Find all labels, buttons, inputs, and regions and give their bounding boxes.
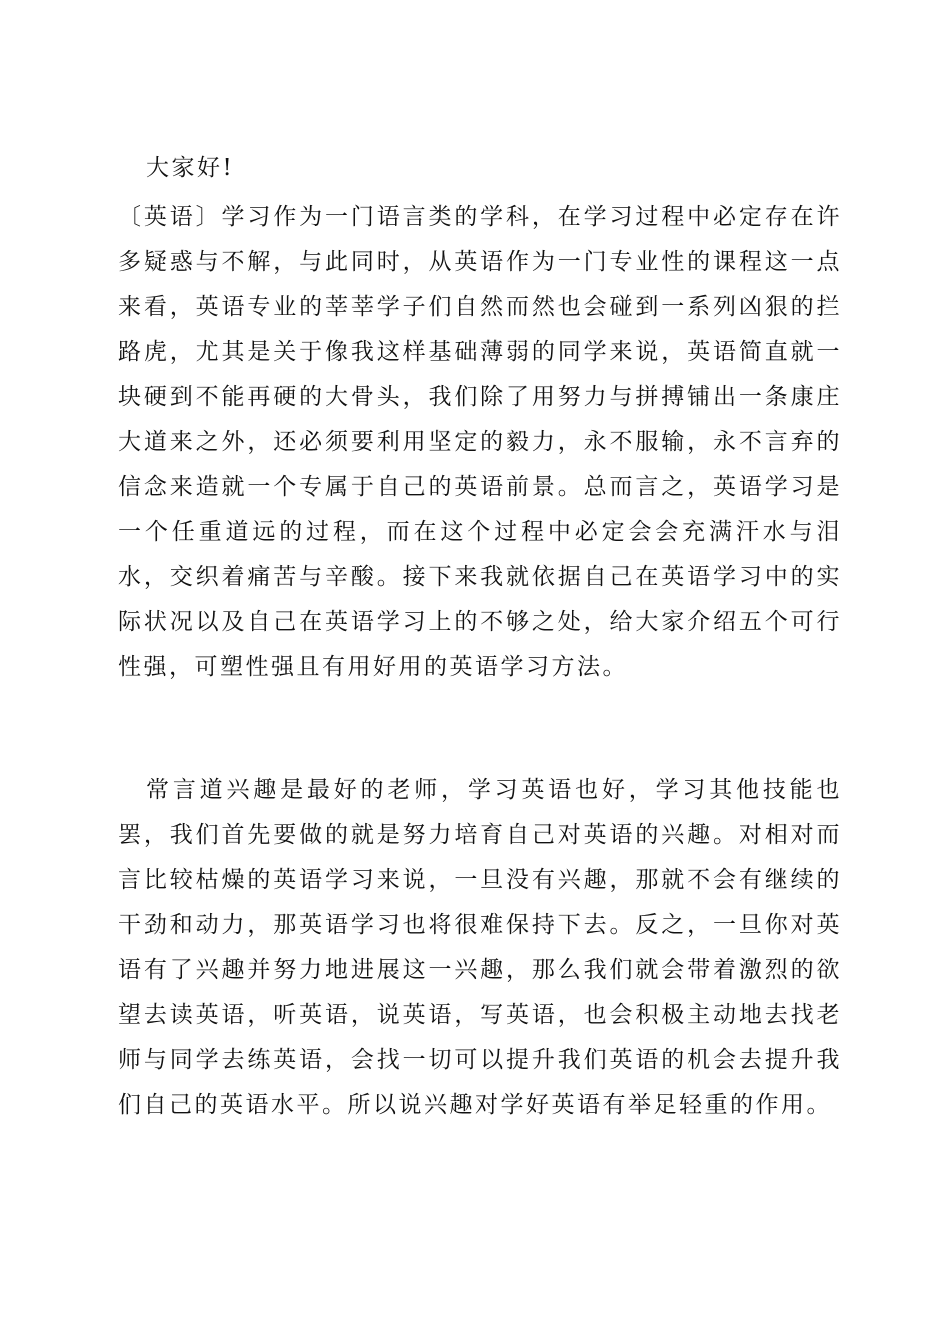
paragraph-1-text: 〔英语〕学习作为一门语言类的学科，在学习过程中必定存在许多疑惑与不解，与此同时，从英语作为一门专业性的课程这一点来看，英语专业的莘莘学子们自然而然也会碰到一系列凶狠的拦路虎，尤其是关于像我这样基础薄弱的同学来说，英语简直就一块硬到不能再硬的大骨头，我们除了用努力与拼搏铺出一条康庄大道来之外，还必须要利用坚定的毅力，永不服输，永不言弃的信念来造就一个专属于自己的英语前景。总而言之，英语学习是一个任重道远的过程，而在这个过程中必定会会充满汗水与泪水，交织着痛苦与辛酸。接下来我就依据自己在英语学习中的实际状况以及自己在英语学习上的不够之处，给大家介绍五个可行性强，可塑性强且有用好用的英语学习方法。: [118, 204, 842, 680]
paragraph-2: [118, 768, 842, 1128]
paragraph-2-text: 常言道兴趣是最好的老师，学习英语也好，学习其他技能也罢，我们首先要做的就是努力培育自己对英语的兴趣。对相对而言比较枯燥的英语学习来说，一旦没有兴趣，那就不会有继续的干劲和动力，那英语学习也将很难保持下去。反之，一旦你对英语有了兴趣并努力地进展这一兴趣，那么我们就会带着激烈的欲望去读英语，听英语，说英语，写英语，也会积极主动地去找老师与同学去练英语，会找一切可以提升我们英语的机会去提升我们自己的英语水平。所以说兴趣对学好英语有举足轻重的作用。: [118, 777, 842, 1118]
greeting-text: 大家好!: [146, 155, 235, 181]
paragraph-1: [118, 195, 842, 690]
